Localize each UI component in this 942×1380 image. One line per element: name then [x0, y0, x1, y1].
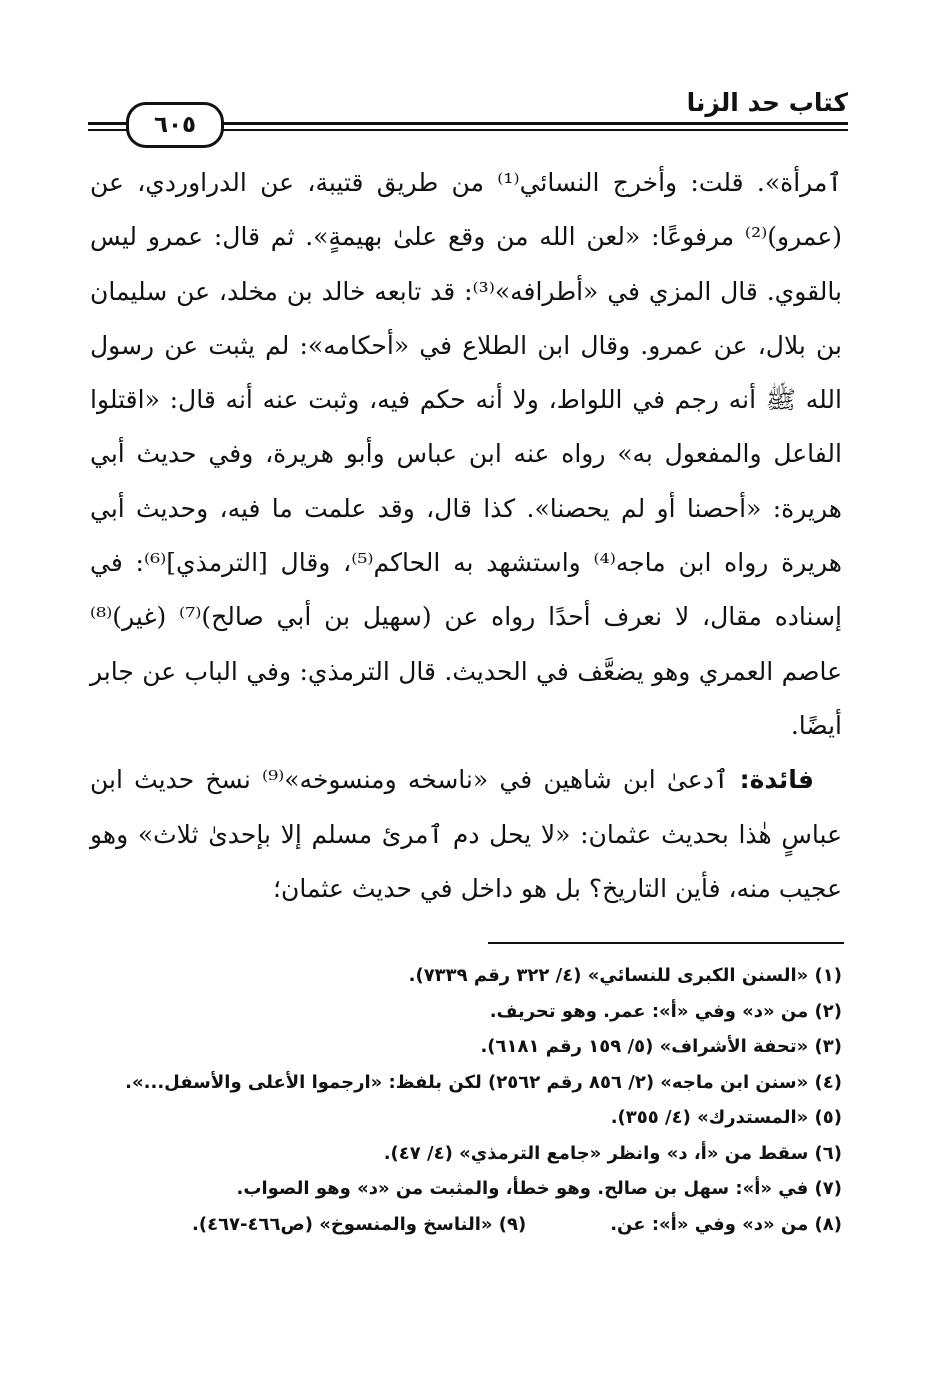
footnote-row-last: [192, 1207, 842, 1243]
book-title: كتاب حد الزنا: [686, 88, 848, 117]
footnote-separator: [488, 942, 844, 944]
footnote-8: (٨) من «د» وفي «أ»: عن.: [610, 1213, 842, 1235]
footnotes: [90, 958, 842, 1242]
page-number: ٦٠٥: [126, 102, 224, 148]
paragraph-2-lead: فائدة:: [739, 765, 814, 795]
footnote-4: (٤) «سنن ابن ماجه» (٢/ ٨٥٦ رقم ٢٥٦٢) لكن بلفظ: «ارجموا الأعلى والأسفل...».: [125, 1071, 842, 1093]
paragraph-2-text: ٱدعىٰ ابن شاهين في «ناسخه ومنسوخه»⁽⁹⁾ نسخ حديث ابن عباسٍ هٰذا بحديث عثمان: «لا يحل دم ٱمرئ مسلم إلا بإحدىٰ ثلاث» وهو عجيب منه، فأين التاريخ؟ بل هو داخل في حديث عثمان؛: [90, 765, 842, 903]
footnote-9: (٩) «الناسخ والمنسوخ» (ص٤٦٦-٤٦٧).: [192, 1213, 527, 1235]
footnote-2: (٢) من «د» وفي «أ»: عمر. وهو تحريف.: [489, 1000, 842, 1022]
page-header: [88, 80, 848, 140]
footnote-3: (٣) «تحفة الأشراف» (٥/ ١٥٩ رقم ٦١٨١).: [480, 1036, 842, 1057]
main-text: [90, 156, 842, 916]
footnote-6: (٦) سقط من «أ، د» وانظر «جامع الترمذي» (٤/ ٤٧).: [383, 1142, 842, 1164]
footnote-7: (٧) في «أ»: سهل بن صالح. وهو خطأ، والمثبت من «د» وهو الصواب.: [236, 1178, 842, 1199]
paragraph-2: [90, 753, 842, 916]
paragraph-1: ٱمرأة». قلت: وأخرج النسائي⁽¹⁾ من طريق قتيبة، عن الدراوردي، عن (عمرو)⁽²⁾ مرفوعًا: «لعن الله من وقع علىٰ بهيمةٍ». ثم قال: عمرو ليس بالقوي. قال المزي في «أطرافه»⁽³⁾: قد تابعه خالد بن مخلد، عن سليمان بن بلال، عن عمرو. وقال ابن الطلاع في «أحكامه»: لم يثبت عن رسول الله ﷺ أنه رجم في اللواط، ولا أنه حكم فيه، وثبت عنه أنه قال: «اقتلوا الفاعل والمفعول به» رواه عنه ابن عباس وأبو هريرة، وفي حديث أبي هريرة: «أحصنا أو لم يحصنا». كذا قال، وقد علمت ما فيه، وحديث أبي هريرة رواه ابن ماجه⁽⁴⁾ واستشهد به الحاكم⁽⁵⁾، وقال [الترمذي]⁽⁶⁾: في إسناده مقال، لا نعرف أحدًا رواه عن (سهيل بن أبي صالح)⁽⁷⁾ (غير)⁽⁸⁾ عاصم العمري وهو يضعَّف في الحديث. قال الترمذي: وفي الباب عن جابر أيضًا.: [90, 168, 843, 740]
footnote-1: (١) «السنن الكبرى للنسائي» (٤/ ٣٢٢ رقم ٧٣٣٩).: [408, 965, 842, 986]
footnote-5: (٥) «المستدرك» (٤/ ٣٥٥).: [610, 1107, 842, 1128]
